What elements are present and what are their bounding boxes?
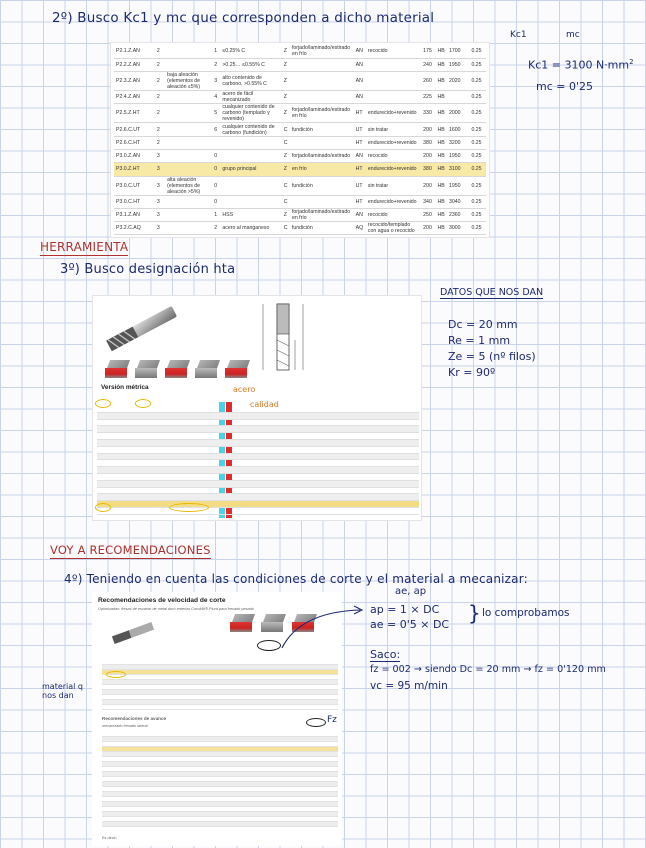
material-cell-hb: 260 <box>421 72 435 91</box>
mc-result: mc = 0'25 <box>536 80 593 93</box>
small-end-mill-picture <box>110 620 156 646</box>
material-cell-proc: en frío <box>290 163 354 176</box>
material-cell-grp: 2 <box>155 45 165 58</box>
material-row-marker <box>106 671 126 678</box>
saco-label: Saco: <box>370 648 401 661</box>
material-cell-cond: >0.25… ≤0.55% C <box>220 58 281 71</box>
material-cell-grp <box>155 235 165 238</box>
material-cell-n: 6 <box>212 123 220 136</box>
material-cell-state <box>366 72 421 91</box>
end-mill-picture <box>103 304 183 354</box>
material-cell-st: HT <box>354 104 366 123</box>
vc-table <box>102 660 338 710</box>
material-cell-kc1: 2020 <box>447 72 470 91</box>
material-cell-cond <box>220 136 281 149</box>
material-cell-cond: ≤0.25% C <box>220 45 281 58</box>
insert-icon <box>105 360 131 378</box>
material-cell-cond <box>220 235 281 238</box>
material-cell-cond: acero al manganeso <box>220 222 281 235</box>
material-row <box>114 136 486 149</box>
material-cell-proc: forjado/laminado/estirado en frío <box>290 208 354 221</box>
material-cell-st: AN <box>354 91 366 104</box>
material-cell-code: P3.0.Z.AN <box>114 149 155 162</box>
material-cell-st: AQ <box>354 222 366 235</box>
datos-title: DATOS QUE NOS DAN <box>440 287 544 298</box>
insert-icon <box>135 360 161 378</box>
material-cell-code: P3.0.Z.HT <box>114 163 155 176</box>
material-cell-st: AN <box>354 208 366 221</box>
dato-ze: Ze = 5 (nº filos) <box>448 350 536 363</box>
material-cell-n: 3 <box>212 72 220 91</box>
material-cell-n: 2 <box>212 58 220 71</box>
material-cell-kc1: 2360 <box>447 208 470 221</box>
material-cell-n: 5 <box>212 104 220 123</box>
material-cell-u: HB <box>435 176 446 195</box>
material-cell-n <box>212 235 220 238</box>
rec-catalog-title: Recomendaciones de velocidad de corte <box>98 597 226 604</box>
material-cell-state <box>366 91 421 104</box>
material-cell-kc1: 1700 <box>447 45 470 58</box>
material-cell-n: 4 <box>212 91 220 104</box>
ae-formula: ae = 0'5 × DC <box>370 618 450 631</box>
material-cell-st <box>354 235 366 238</box>
step-3-title: 3º) Busco designación hta <box>60 262 236 277</box>
material-cell-f: Z <box>282 72 290 91</box>
material-cell-desc <box>165 235 212 238</box>
material-cell-grp: 2 <box>155 136 165 149</box>
material-cell-desc <box>165 149 212 162</box>
mc-column-label: mc <box>566 30 580 40</box>
material-row <box>114 91 486 104</box>
re-column-marker <box>135 399 151 408</box>
material-cell-mc <box>469 235 486 238</box>
material-row <box>114 195 486 208</box>
material-cell-st: AN <box>354 45 366 58</box>
material-cell-state: endurecido+revenido <box>366 163 421 176</box>
material-cell-f: Z <box>282 149 290 162</box>
brace: } <box>468 601 481 625</box>
material-row <box>114 149 486 162</box>
material-cell-st: HT <box>354 163 366 176</box>
check-note: lo comprobamos <box>482 607 570 619</box>
material-row <box>114 104 486 123</box>
material-table <box>114 45 486 238</box>
material-cell-proc: forjado/laminado/estirado en frío <box>290 45 354 58</box>
material-cell-hb: 340 <box>421 195 435 208</box>
rec-catalog-subtitle: Optimizadas: fresas de escariar de metal duro enterizo CoroMill® Plura para fresado pesado <box>98 607 254 611</box>
insert-icon <box>195 360 221 378</box>
coating-icons-row <box>105 360 251 378</box>
material-cell-kc1 <box>447 235 470 238</box>
fz-formula: fz = 002 → siendo Dc = 20 mm → fz = 0'120 mm <box>370 664 606 675</box>
material-cell-cond <box>220 195 281 208</box>
material-cell-u: HB <box>435 123 446 136</box>
kc1-value: Kc1 = 3100 N·mm <box>528 58 630 72</box>
material-cell-cond <box>220 176 281 195</box>
material-table-image <box>110 42 490 238</box>
material-cell-grp: 3 <box>155 163 165 176</box>
material-cell-state: recocido/templado con agua o recocido <box>366 222 421 235</box>
material-cell-f: Z <box>282 45 290 58</box>
fz-table <box>102 732 338 827</box>
material-cell-code: P3.1.Z.AN <box>114 208 155 221</box>
material-cell-f: C <box>282 222 290 235</box>
material-cell-u: HB <box>435 195 446 208</box>
material-row <box>114 45 486 58</box>
material-cell-state <box>366 58 421 71</box>
material-cell-grp: 3 <box>155 195 165 208</box>
material-cell-proc <box>290 235 354 238</box>
material-cell-f: Z <box>282 163 290 176</box>
material-cell-u: HB <box>435 72 446 91</box>
material-cell-state: sin tratar <box>366 123 421 136</box>
material-row <box>114 123 486 136</box>
material-cell-hb: 200 <box>421 176 435 195</box>
acero-annotation: acero <box>233 385 256 394</box>
material-cell-code: P2.5.Z.HT <box>114 104 155 123</box>
material-cell-hb: 250 <box>421 208 435 221</box>
material-cell-code: P3.0.C.UT <box>114 176 155 195</box>
material-row <box>114 235 486 238</box>
material-cell-state <box>366 235 421 238</box>
material-cell-cond: grupo principal <box>220 163 281 176</box>
material-cell-proc: forjado/laminado/estirado en frío <box>290 104 354 123</box>
material-cell-st: AN <box>354 58 366 71</box>
material-cell-proc <box>290 136 354 149</box>
material-cell-f: Z <box>282 208 290 221</box>
material-cell-f: C <box>282 195 290 208</box>
dato-dc: Dc = 20 mm <box>448 318 518 331</box>
dc-column-marker <box>95 399 111 408</box>
vc-formula: vc = 95 m/min <box>370 680 448 692</box>
material-cell-kc1 <box>447 91 470 104</box>
material-cell-kc1: 1950 <box>447 149 470 162</box>
material-cell-desc <box>165 208 212 221</box>
fz-annotation: Fz <box>327 715 337 725</box>
material-cell-desc: baja aleación (elementos de aleación ≤5%) <box>165 72 212 91</box>
material-cell-f <box>282 235 290 238</box>
material-cell-mc: 0.25 <box>469 123 486 136</box>
ap-formula: ap = 1 × DC <box>370 603 440 616</box>
tool-dimension-drawing <box>243 300 363 380</box>
material-cell-mc: 0.25 <box>469 136 486 149</box>
material-cell-cond <box>220 149 281 162</box>
material-cell-hb: 380 <box>421 136 435 149</box>
material-cell-state: endurecido+revenido <box>366 104 421 123</box>
material-cell-proc <box>290 58 354 71</box>
version-metrica-label: Versión métrica <box>101 384 149 391</box>
material-cell-code: P2.4.Z.AN <box>114 91 155 104</box>
material-cell-proc <box>290 91 354 104</box>
material-cell-u: HB <box>435 149 446 162</box>
material-cell-kc1: 3100 <box>447 163 470 176</box>
es-decir-label: Es decir: <box>102 836 117 840</box>
material-cell-proc: fundición <box>290 176 354 195</box>
material-cell-n: 1 <box>212 45 220 58</box>
material-cell-kc1: 3040 <box>447 195 470 208</box>
material-row <box>114 176 486 195</box>
material-cell-kc1: 1600 <box>447 123 470 136</box>
material-cell-grp: 3 <box>155 208 165 221</box>
material-cell-state: recocido <box>366 45 421 58</box>
material-cell-cond: cualquier contenido de carbono (fundición) <box>220 123 281 136</box>
material-cell-f: C <box>282 136 290 149</box>
material-cell-grp: 2 <box>155 58 165 71</box>
material-cell-proc <box>290 195 354 208</box>
material-cell-code: P2.3.Z.AN <box>114 72 155 91</box>
kc1-result <box>528 58 634 72</box>
material-cell-n: 0 <box>212 149 220 162</box>
material-cell-desc: alta aleación (elementos de aleación >5%) <box>165 176 212 195</box>
material-cell-u: HB <box>435 208 446 221</box>
material-cell-cond: acero de fácil mecanizado <box>220 91 281 104</box>
material-cell-u: HB <box>435 163 446 176</box>
material-cell-code: P3.2.C.AQ <box>114 222 155 235</box>
material-cell-state: recocido <box>366 208 421 221</box>
material-cell-st: AN <box>354 72 366 91</box>
material-cell-mc: 0.25 <box>469 163 486 176</box>
material-cell-cond: HSS <box>220 208 281 221</box>
material-cell-n: 1 <box>212 208 220 221</box>
step-4-title: 4º) Teniendo en cuenta las condiciones de corte y el material a mecanizar: <box>64 572 528 586</box>
datos-heading <box>440 287 543 299</box>
material-cell-desc <box>165 195 212 208</box>
material-cell-n: 0 <box>212 195 220 208</box>
material-cell-grp: 3 <box>155 176 165 195</box>
material-cell-hb: 380 <box>421 163 435 176</box>
material-cell-mc: 0.25 <box>469 149 486 162</box>
material-cell-st: AN <box>354 149 366 162</box>
material-cell-n <box>212 136 220 149</box>
material-cell-hb: 200 <box>421 222 435 235</box>
material-cell-cond: cualquier contenido de carbono (templado y revenido) <box>220 104 281 123</box>
material-cell-code <box>114 235 155 238</box>
material-cell-grp: 2 <box>155 72 165 91</box>
dato-re: Re = 1 mm <box>448 334 511 347</box>
material-cell-desc <box>165 45 212 58</box>
step-4-subtitle: ae, ap <box>395 586 427 597</box>
material-cell-code: P2.1.Z.AN <box>114 45 155 58</box>
material-cell-state: recocido <box>366 149 421 162</box>
material-cell-mc: 0.25 <box>469 58 486 71</box>
dc-row-marker <box>95 503 111 512</box>
material-cell-mc: 0.25 <box>469 176 486 195</box>
material-cell-code: P2.6.C.HT <box>114 136 155 149</box>
material-cell-hb: 240 <box>421 58 435 71</box>
material-cell-u: HB <box>435 58 446 71</box>
material-cell-desc <box>165 58 212 71</box>
material-cell-mc: 0.25 <box>469 208 486 221</box>
material-cell-proc <box>290 72 354 91</box>
material-cell-grp: 2 <box>155 123 165 136</box>
material-cell-grp: 2 <box>155 104 165 123</box>
material-row <box>114 208 486 221</box>
material-cell-desc <box>165 104 212 123</box>
avance-title: Recomendaciones de avance <box>102 716 167 721</box>
dato-kr: Kr = 90º <box>448 366 496 379</box>
material-cell-desc <box>165 91 212 104</box>
material-cell-hb: 330 <box>421 104 435 123</box>
material-cell-state: endurecido+revenido <box>366 136 421 149</box>
material-cell-kc1: 2000 <box>447 104 470 123</box>
insert-icon <box>225 360 251 378</box>
material-cell-u <box>435 235 446 238</box>
material-cell-code: P2.2.Z.AN <box>114 58 155 71</box>
material-cell-hb <box>421 235 435 238</box>
material-cell-desc <box>165 163 212 176</box>
material-cell-f: Z <box>282 91 290 104</box>
material-cell-u: HB <box>435 104 446 123</box>
material-cell-mc: 0.25 <box>469 91 486 104</box>
material-cell-grp: 3 <box>155 222 165 235</box>
material-note: material q nos dan <box>42 682 84 700</box>
material-cell-kc1: 3000 <box>447 222 470 235</box>
material-row <box>114 222 486 235</box>
designation-marker <box>169 503 209 512</box>
material-cell-u: HB <box>435 136 446 149</box>
material-cell-u: HB <box>435 45 446 58</box>
material-row <box>114 163 486 176</box>
material-cell-n: 2 <box>212 222 220 235</box>
ap-ae-circle <box>257 640 281 651</box>
material-cell-f: C <box>282 176 290 195</box>
kc1-column-label: Kc1 <box>510 30 527 40</box>
material-cell-proc: fundición <box>290 222 354 235</box>
material-cell-hb: 200 <box>421 149 435 162</box>
material-cell-n: 0 <box>212 176 220 195</box>
material-cell-proc: forjado/laminado/estirado <box>290 149 354 162</box>
calidad-annotation: calidad <box>250 400 279 409</box>
material-cell-hb: 200 <box>421 123 435 136</box>
fz-value-marker <box>306 718 326 727</box>
material-cell-kc1: 1950 <box>447 58 470 71</box>
material-cell-desc <box>165 136 212 149</box>
material-cell-desc <box>165 123 212 136</box>
material-cell-kc1: 1950 <box>447 176 470 195</box>
material-cell-mc: 0.25 <box>469 195 486 208</box>
material-cell-f: Z <box>282 104 290 123</box>
material-cell-code: P3.0.C.HT <box>114 195 155 208</box>
insert-icon <box>230 614 256 632</box>
recomendaciones-heading: VOY A RECOMENDACIONES <box>50 543 211 557</box>
material-cell-u: HB <box>435 222 446 235</box>
material-cell-grp: 3 <box>155 149 165 162</box>
material-row <box>114 72 486 91</box>
material-cell-mc: 0.25 <box>469 104 486 123</box>
kc1-exponent: 2 <box>629 58 634 66</box>
material-cell-st: HT <box>354 195 366 208</box>
material-cell-code: P2.6.C.UT <box>114 123 155 136</box>
material-cell-state: sin tratar <box>366 176 421 195</box>
material-cell-hb: 225 <box>421 91 435 104</box>
material-cell-n: 0 <box>212 163 220 176</box>
material-cell-st: HT <box>354 136 366 149</box>
material-cell-kc1: 3200 <box>447 136 470 149</box>
herramienta-heading: HERRAMIENTA <box>40 240 129 254</box>
material-cell-mc: 0.25 <box>469 222 486 235</box>
material-cell-proc: fundición <box>290 123 354 136</box>
insert-icon <box>165 360 191 378</box>
tool-designation-table <box>97 406 419 515</box>
material-cell-st: UT <box>354 176 366 195</box>
material-cell-f: Z <box>282 58 290 71</box>
material-cell-desc <box>165 222 212 235</box>
material-cell-state: endurecido+revenido <box>366 195 421 208</box>
material-cell-mc: 0.25 <box>469 72 486 91</box>
section-2-title: 2º) Busco Kc1 y mc que corresponden a dicho material <box>52 10 435 26</box>
material-cell-f: C <box>282 123 290 136</box>
material-cell-grp: 2 <box>155 91 165 104</box>
material-cell-mc: 0.25 <box>469 45 486 58</box>
material-cell-cond: alto contenido de carbono, >0.55% C <box>220 72 281 91</box>
avance-subtitle: mecanizado fresado lateral <box>102 724 148 728</box>
material-row <box>114 58 486 71</box>
material-cell-hb: 175 <box>421 45 435 58</box>
ap-arrow <box>280 602 370 652</box>
material-cell-u: HB <box>435 91 446 104</box>
material-cell-st: UT <box>354 123 366 136</box>
